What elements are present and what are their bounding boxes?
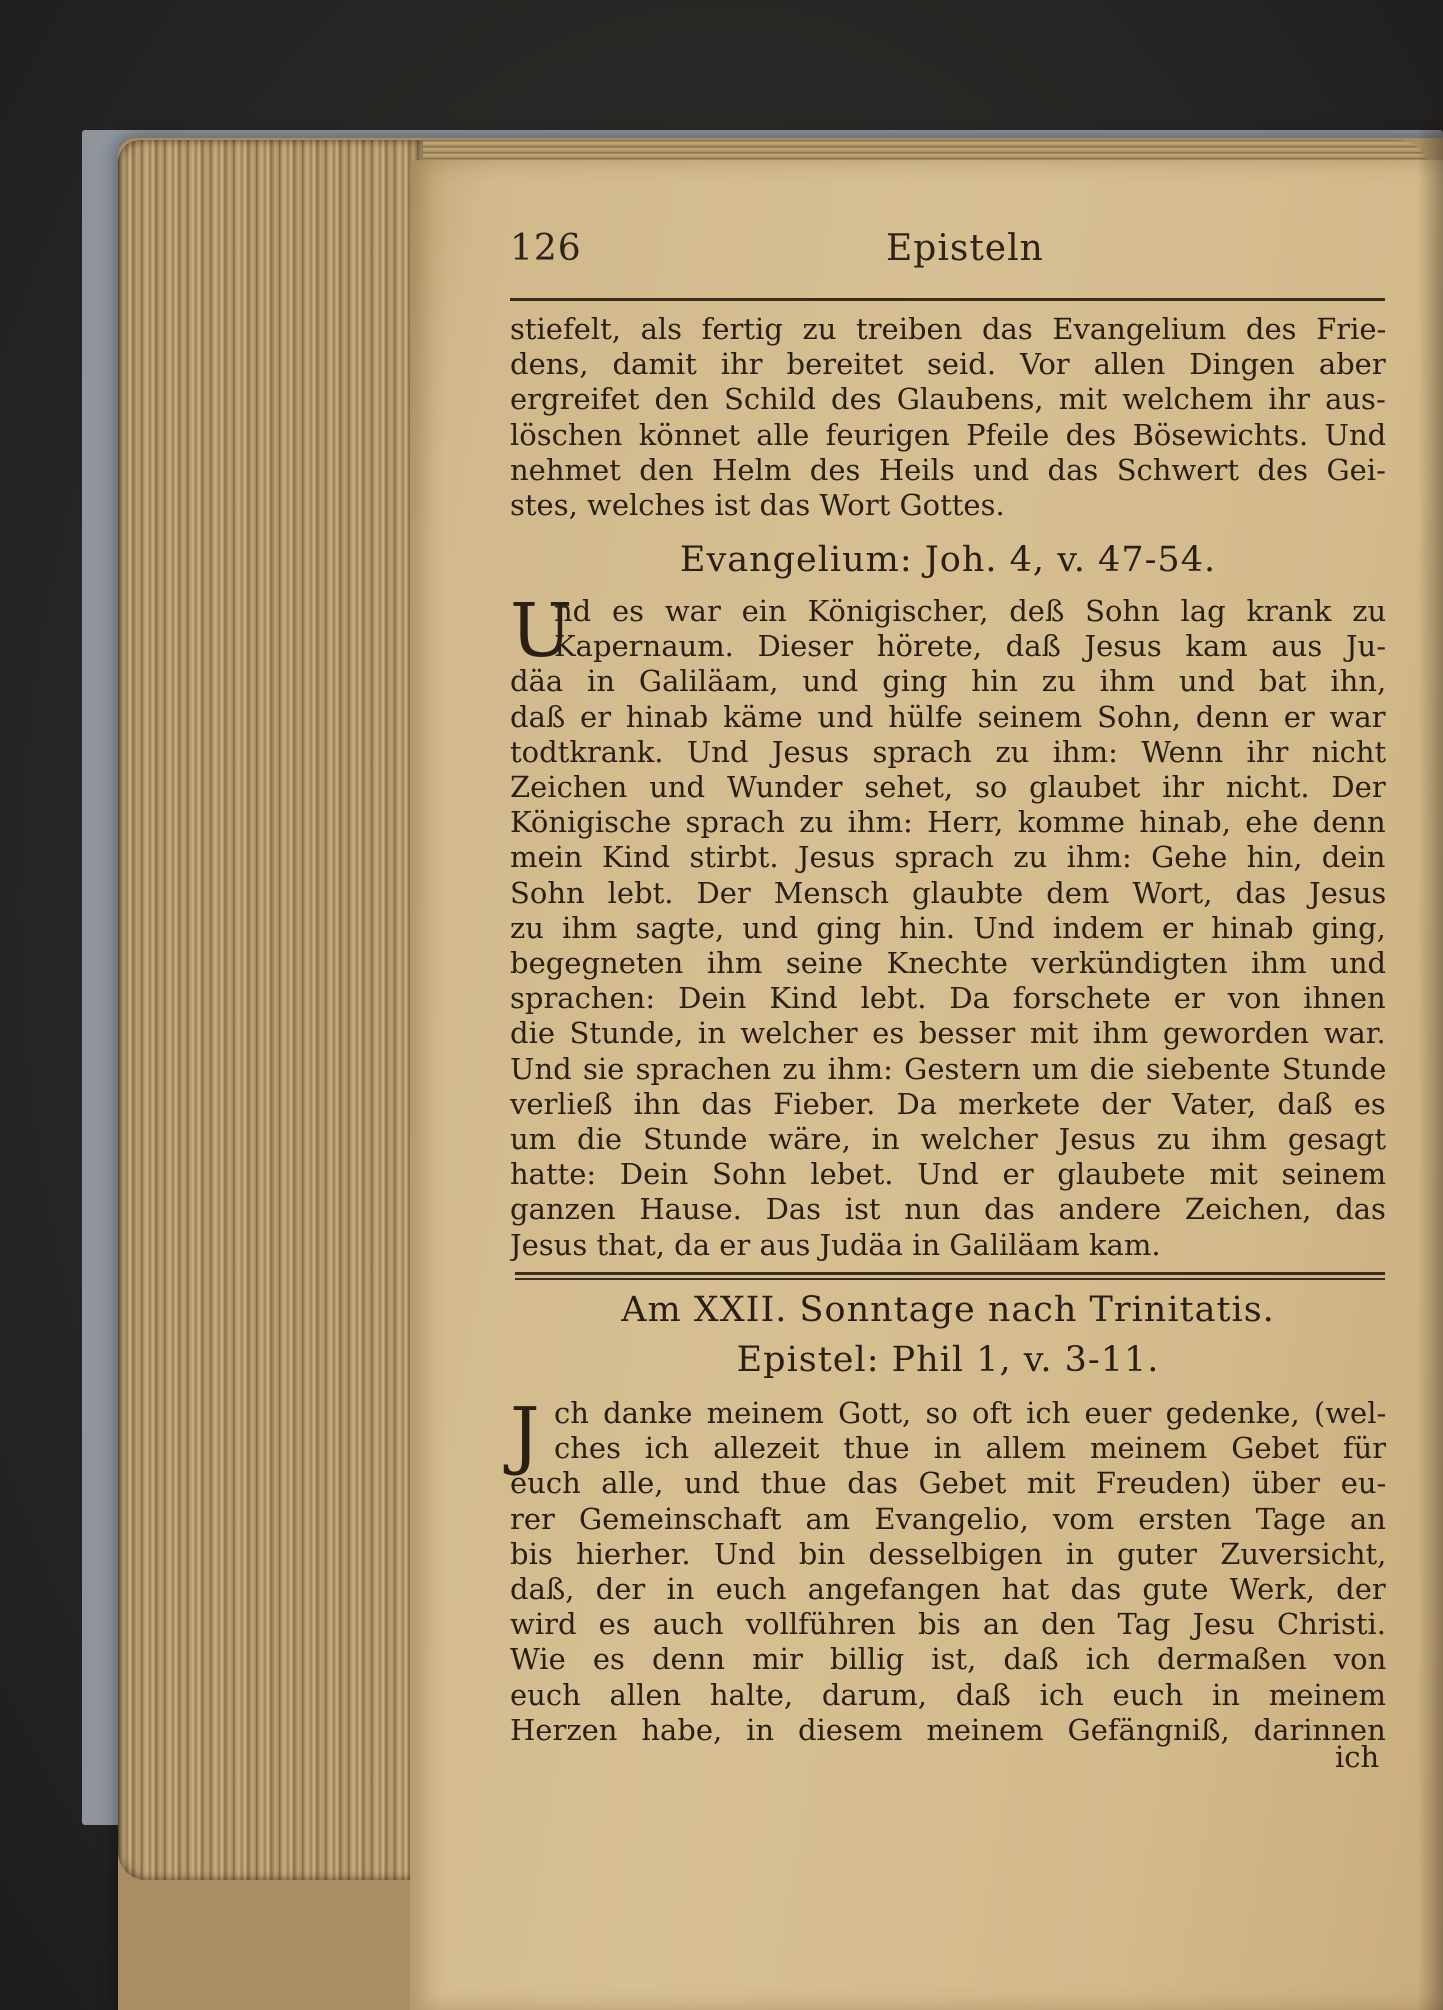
text-line: nehmet den Helm des Heils und das Schwert des Gei- — [510, 452, 1386, 487]
page-edge-shadow — [1418, 120, 1443, 2010]
text-line: Königische sprach zu ihm: Herr, komme hinab, ehe denn — [510, 805, 1386, 840]
gospel-heading: Evangelium: Joh. 4, v. 47-54. — [679, 540, 1217, 580]
text-line: mein Kind stirbt. Jesus sprach zu ihm: Gehe hin, dein — [510, 840, 1386, 875]
text-line: rer Gemeinschaft am Evangelio, vom ersten Tage an — [510, 1501, 1386, 1536]
text-line: däa in Galiläam, und ging hin zu ihm und bat ihn, — [510, 664, 1386, 699]
text-line: Jesus that, da er aus Judäa in Galiläam kam. — [510, 1227, 1161, 1262]
text-line: verließ ihn das Fieber. Da merkete der Vater, daß es — [510, 1086, 1386, 1121]
text-line: die Stunde, in welcher es besser mit ihm geworden war. — [510, 1016, 1386, 1051]
text-line: um die Stunde wäre, in welcher Jesus zu ihm gesagt — [510, 1122, 1386, 1157]
text-line: todtkrank. Und Jesus sprach zu ihm: Wenn ihr nicht — [510, 734, 1386, 769]
epistle-continuation — [510, 312, 1386, 523]
text-line: begegneten ihm seine Knechte verkündigten ihm und — [510, 946, 1386, 981]
running-title: Episteln — [886, 228, 1044, 269]
gospel-dropcap: U — [510, 588, 573, 674]
text-line: löschen könnet alle feurigen Pfeile des Bösewichts. Und — [510, 417, 1386, 452]
text-line: sprachen: Dein Kind lebt. Da forschete er von ihnen — [510, 981, 1386, 1016]
text-line: Und sie sprachen zu ihm: Gestern um die siebente Stunde — [510, 1051, 1386, 1086]
text-line: wird es auch vollführen bis an den Tag Jesu Christi. — [510, 1607, 1386, 1642]
text-line: Herzen habe, in diesem meinem Gefängniß, darinnen — [510, 1712, 1386, 1747]
text-line: dens, damit ihr bereitet seid. Vor allen Dingen aber — [510, 347, 1386, 382]
text-line: stes, welches ist das Wort Gottes. — [510, 488, 1005, 523]
page-number: 126 — [510, 228, 582, 269]
text-line: euch alle, und thue das Gebet mit Freuden) über eu- — [510, 1466, 1386, 1501]
text-line: zu ihm sagte, und ging hin. Und indem er hinab ging, — [510, 910, 1386, 945]
text-line: ergreifet den Schild des Glaubens, mit welchem ihr aus- — [510, 382, 1386, 417]
sunday-heading: Am XXII. Sonntage nach Trinitatis. — [621, 1290, 1275, 1330]
text-line: daß er hinab käme und hülfe seinem Sohn, denn er war — [510, 699, 1386, 734]
epistle-heading: Epistel: Phil 1, v. 3-11. — [736, 1340, 1160, 1380]
text-line: Kapernaum. Dieser hörete, daß Jesus kam aus Ju- — [554, 629, 1386, 664]
text-line: Zeichen und Wunder sehet, so glaubet ihr nicht. Der — [510, 770, 1386, 805]
epistle-dropcap: J — [510, 1392, 540, 1478]
text-line: ches ich allezeit thue in allem meinem Gebet für — [554, 1431, 1386, 1466]
text-line: nd es war ein Königischer, deß Sohn lag krank zu — [554, 594, 1386, 628]
gospel-text — [510, 588, 1386, 1263]
page-edges-left — [118, 140, 423, 1880]
text-line: Wie es denn mir billig ist, daß ich dermaßen von — [510, 1642, 1386, 1677]
text-line: euch allen halte, darum, daß ich euch in meinem — [510, 1677, 1386, 1712]
section-rule — [515, 1272, 1385, 1275]
text-line: ganzen Hause. Das ist nun das andere Zeichen, das — [510, 1192, 1386, 1227]
text-line: ch danke meinem Gott, so oft ich euer gedenke, (wel- — [554, 1396, 1386, 1430]
header-rule — [510, 298, 1385, 301]
section-rule-secondary — [515, 1278, 1385, 1280]
epistle-text — [510, 1392, 1386, 1748]
text-line: stiefelt, als fertig zu treiben das Evangelium des Frie- — [510, 312, 1386, 346]
catchword: ich — [1335, 1740, 1380, 1774]
text-line: hatte: Dein Sohn lebet. Und er glaubete mit seinem — [510, 1157, 1386, 1192]
text-line: bis hierher. Und bin desselbigen in guter Zuversicht, — [510, 1536, 1386, 1571]
running-header — [510, 228, 1380, 283]
text-line: Sohn lebt. Der Mensch glaubte dem Wort, das Jesus — [510, 875, 1386, 910]
text-line: daß, der in euch angefangen hat das gute Werk, der — [510, 1572, 1386, 1607]
